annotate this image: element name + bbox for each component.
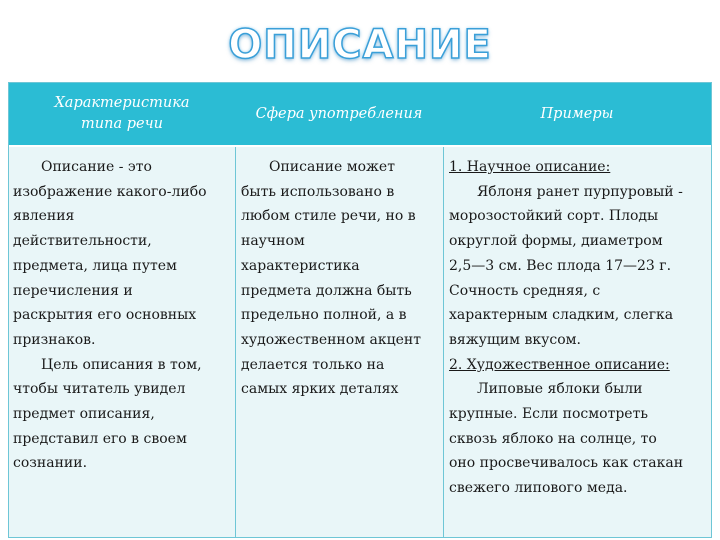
- text-line: Яблоня ранет пурпуровый -: [477, 183, 683, 200]
- text-line: научном: [241, 233, 305, 250]
- example-heading-artistic: 2. Художественное описание:: [449, 356, 670, 373]
- text-line: крупные. Если посмотреть: [449, 406, 648, 423]
- header-usage-sphere: [235, 83, 443, 145]
- table-header-row: [9, 83, 711, 147]
- text-line: предельно полной, а в: [241, 307, 407, 324]
- text-line: предмет описания,: [13, 406, 155, 423]
- cell-characteristic: [13, 155, 235, 476]
- text-line: характерным сладким, слегка: [449, 307, 674, 324]
- text-line: быть использовано в: [241, 183, 395, 200]
- text-line: оно просвечивалось как стакан: [449, 455, 684, 472]
- text-line: любом стиле речи, но в: [241, 208, 416, 225]
- header-line: типа речи: [81, 116, 163, 132]
- header-line: Характеристика: [54, 95, 190, 111]
- text-line: перечисления и: [13, 282, 133, 299]
- header-line: Примеры: [540, 105, 614, 122]
- text-line: представил его в своем: [13, 430, 187, 447]
- text-line: Описание может: [269, 159, 395, 175]
- text-line: сознании.: [13, 455, 88, 472]
- header-line: Сфера употребления: [255, 105, 423, 122]
- text-line: предмета должна быть: [241, 282, 412, 299]
- text-line: Липовые яблоки были: [477, 381, 643, 398]
- description-table: [8, 82, 712, 538]
- example-heading-scientific: 1. Научное описание:: [449, 159, 611, 175]
- page-title: ОПИСАНИЕ: [228, 22, 492, 68]
- text-line: раскрытия его основных: [13, 307, 197, 324]
- text-line: сквозь яблоко на солнце, то: [449, 430, 657, 447]
- text-line: вяжущим вкусом.: [449, 331, 581, 348]
- text-line: 2,5—3 см. Вес плода 17—23 г.: [449, 257, 672, 274]
- text-line: морозостойкий сорт. Плоды: [449, 208, 659, 225]
- text-line: свежего липового меда.: [449, 480, 628, 497]
- text-line: делается только на: [241, 356, 385, 373]
- text-line: Описание - это: [41, 159, 152, 175]
- text-line: признаков.: [13, 331, 96, 348]
- text-line: Сочность средняя, с: [449, 282, 601, 299]
- header-examples: [443, 83, 711, 145]
- table-body-row: [9, 147, 711, 537]
- text-line: округлой формы, диаметром: [449, 233, 663, 250]
- text-line: действительности,: [13, 233, 152, 250]
- text-line: чтобы читатель увидел: [13, 381, 186, 398]
- text-line: художественном акцент: [241, 331, 421, 348]
- header-speech-type: [9, 83, 235, 145]
- text-line: предмета, лица путем: [13, 257, 177, 274]
- cell-examples: [449, 155, 711, 501]
- text-line: самых ярких деталях: [241, 381, 399, 398]
- text-line: явления: [13, 208, 75, 225]
- cell-usage-sphere: [241, 155, 441, 402]
- text-line: изображение какого-либо: [13, 183, 207, 200]
- column-divider: [235, 147, 236, 537]
- text-line: Цель описания в том,: [41, 356, 202, 373]
- column-divider: [443, 147, 444, 537]
- text-line: характеристика: [241, 257, 360, 274]
